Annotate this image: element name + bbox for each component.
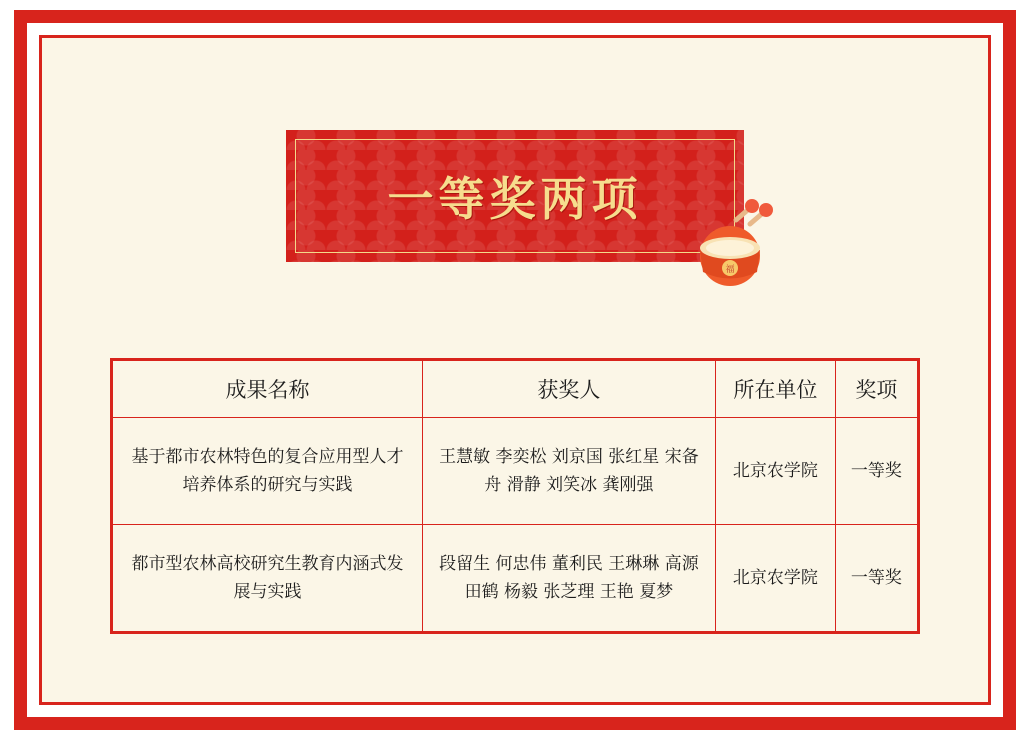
cell-unit: 北京农学院 bbox=[715, 525, 835, 633]
header-winner: 获奖人 bbox=[422, 360, 715, 418]
drum-icon bbox=[678, 194, 782, 298]
outer-red-border bbox=[14, 10, 1016, 730]
cell-unit: 北京农学院 bbox=[715, 418, 835, 525]
cell-name: 都市型农林高校研究生教育内涵式发展与实践 bbox=[112, 525, 423, 633]
header-unit: 所在单位 bbox=[715, 360, 835, 418]
award-banner bbox=[286, 130, 744, 275]
header-name: 成果名称 bbox=[112, 360, 423, 418]
award-table bbox=[110, 358, 920, 634]
table-row bbox=[112, 525, 919, 633]
cell-award: 一等奖 bbox=[835, 525, 918, 633]
cell-name: 基于都市农林特色的复合应用型人才培养体系的研究与实践 bbox=[112, 418, 423, 525]
banner-background bbox=[286, 130, 744, 262]
award-table-container bbox=[110, 358, 920, 634]
svg-text:福: 福 bbox=[725, 265, 735, 275]
cell-winner: 段留生 何忠伟 董利民 王琳琳 高源 田鹤 杨毅 张芝理 王艳 夏梦 bbox=[422, 525, 715, 633]
banner-title: 一等奖两项 bbox=[387, 172, 643, 226]
cell-winner: 王慧敏 李奕松 刘京国 张红星 宋备舟 滑静 刘笑冰 龚刚强 bbox=[422, 418, 715, 525]
page-content bbox=[42, 38, 988, 702]
inner-red-border bbox=[39, 35, 991, 705]
table-row bbox=[112, 418, 919, 525]
table-header-row bbox=[112, 360, 919, 418]
header-award: 奖项 bbox=[835, 360, 918, 418]
cell-award: 一等奖 bbox=[835, 418, 918, 525]
